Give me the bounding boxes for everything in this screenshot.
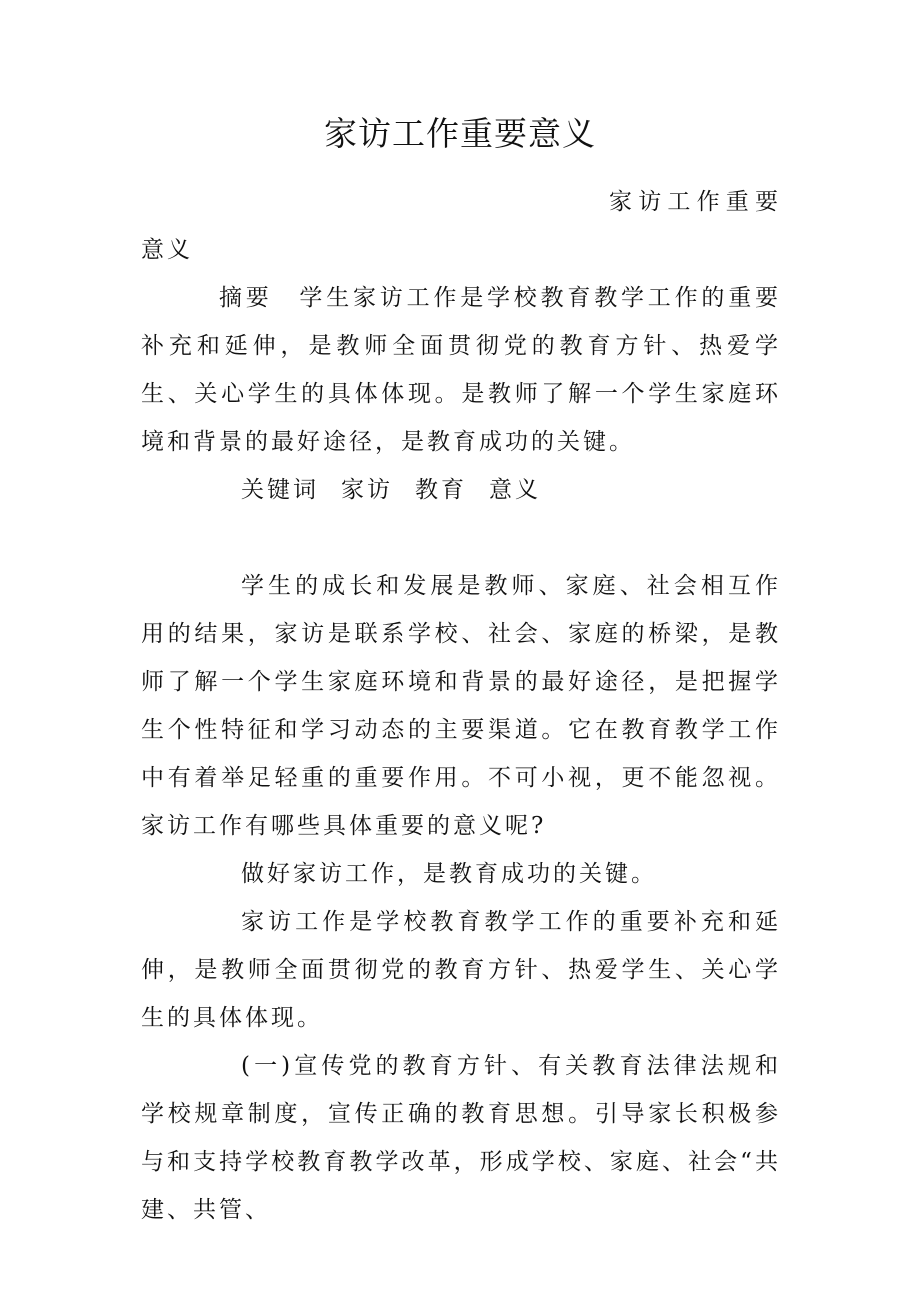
abstract-paragraph: [141, 274, 781, 466]
document-subtitle: 家访工作重要意义: [141, 189, 781, 263]
keyword: 教育: [415, 477, 467, 503]
keyword: 意义: [489, 477, 541, 503]
keywords-label: 关键词: [241, 477, 319, 503]
abstract-text: 学生家访工作是学校教育教学工作的重要补充和延伸，是教师全面贯彻党的教育方针、热爱学生、关心学生的具体体现。是教师了解一个学生家庭环境和背景的最好途径，是教育成功的关键。: [141, 285, 782, 455]
body-paragraph: 做好家访工作，是教育成功的关键。: [241, 861, 657, 887]
page-title: 家访工作重要意义: [324, 114, 596, 153]
keyword: 家访: [341, 477, 393, 503]
body-paragraph: (一)宣传党的教育方针、有关教育法律法规和学校规章制度，宣传正确的教育思想。引导家长积极参与和支持学校教育教学改革，形成学校、家庭、社会“共建、共管、: [141, 1053, 781, 1223]
blank-line: [141, 514, 781, 562]
body-paragraph: 家访工作是学校教育教学工作的重要补充和延伸，是教师全面贯彻党的教育方针、热爱学生、关心学生的具体体现。: [141, 909, 781, 1031]
document-body: [141, 178, 781, 1234]
body-paragraph: 学生的成长和发展是教师、家庭、社会相互作用的结果，家访是联系学校、社会、家庭的桥梁，是教师了解一个学生家庭环境和背景的最好途径，是把握学生个性特征和学习动态的主要渠道。它在教育教学工作中有着举足轻重的重要作用。不可小视，更不能忽视。家访工作有哪些具体重要的意义呢?: [141, 573, 781, 839]
abstract-label: 摘要: [219, 285, 273, 311]
keywords-line: [141, 466, 781, 514]
